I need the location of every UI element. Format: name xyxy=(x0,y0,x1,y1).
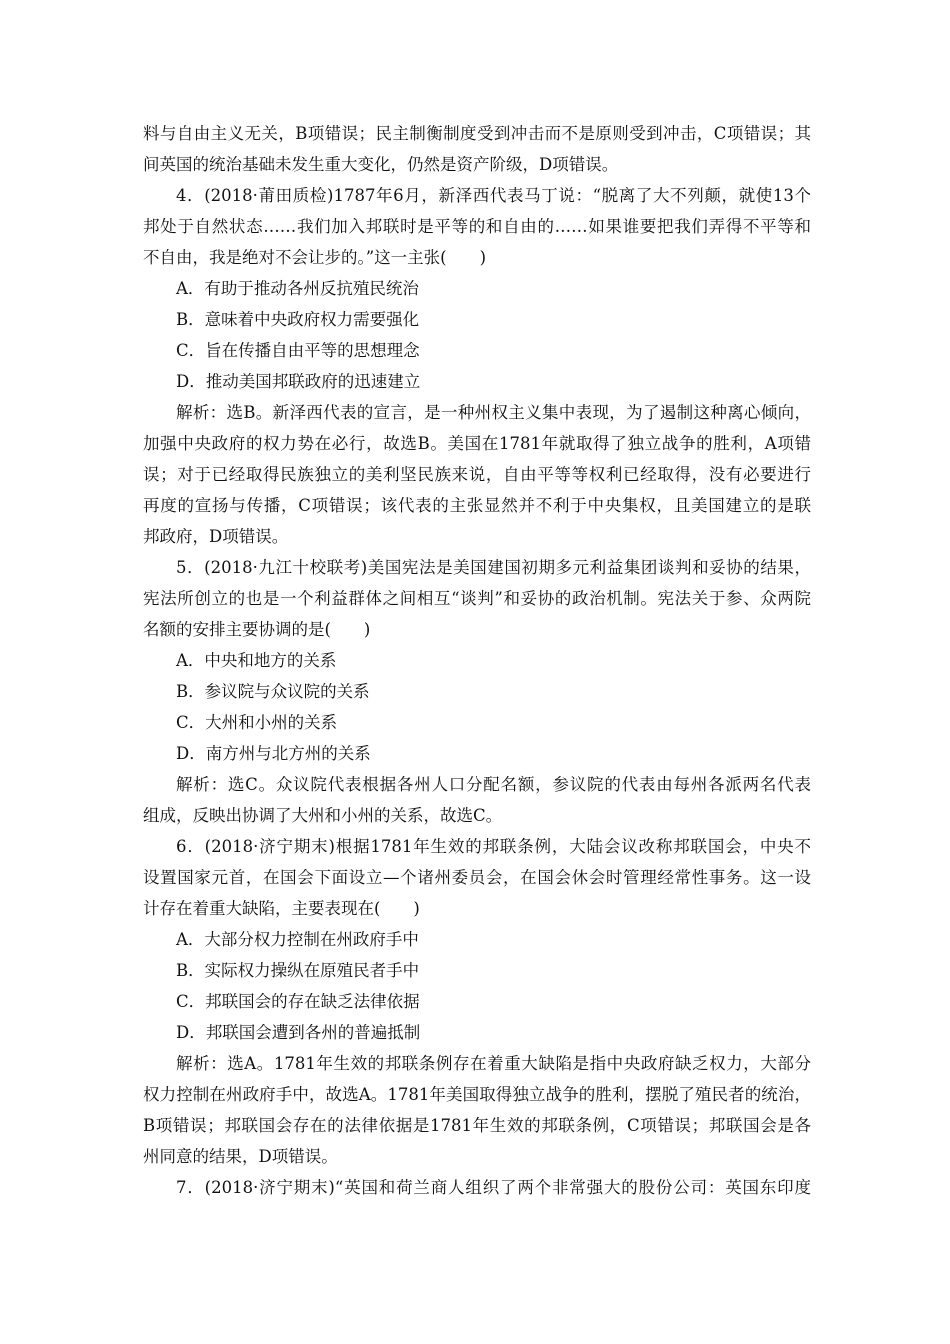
text-line: B项错误；邦联国会存在的法律依据是1781年生效的邦联条例，C项错误；邦联国会是各 xyxy=(143,1116,811,1135)
option-b: B．参议院与众议院的关系 xyxy=(176,682,370,701)
text-line: 邦政府，D项错误。 xyxy=(143,527,289,546)
question-5-stem: 5．(2018·九江十校联考)美国宪法是美国建国初期多元利益集团谈判和妥协的结果， xyxy=(176,558,811,577)
text-line: 邦处于自然状态……我们加入邦联时是平等的和自由的……如果谁要把我们弄得不平等和 xyxy=(143,217,811,236)
text-line: 权力控制在州政府手中，故选A。1781年美国取得独立战争的胜利，摆脱了殖民者的统治， xyxy=(143,1085,811,1104)
text-line: 误；对于已经取得民族独立的美利坚民族来说，自由平等等权利已经取得，没有必要进行 xyxy=(143,465,811,484)
option-b: B．实际权力操纵在原殖民者手中 xyxy=(176,961,420,980)
question-6-stem: 6．(2018·济宁期末)根据1781年生效的邦联条例，大陆会议改称邦联国会，中央不 xyxy=(176,837,811,856)
question-7-stem: 7．(2018·济宁期末)“英国和荷兰商人组织了两个非常强大的股份公司：英国东印度 xyxy=(176,1178,811,1197)
text-line: 设置国家元首，在国会下面设立—个诸州委员会，在国会休会时管理经常性事务。这一设 xyxy=(143,868,811,887)
document-body xyxy=(143,118,811,1203)
option-a: A．有助于推动各州反抗殖民统治 xyxy=(176,279,419,298)
text-line: 宪法所创立的也是一个利益群体之间相互“谈判”和妥协的政治机制。宪法关于参、众两院 xyxy=(143,589,811,608)
option-d: D．南方州与北方州的关系 xyxy=(176,744,371,763)
option-c: C．邦联国会的存在缺乏法律依据 xyxy=(176,992,420,1011)
option-a: A．中央和地方的关系 xyxy=(176,651,337,670)
option-b: B．意味着中央政府权力需要强化 xyxy=(176,310,420,329)
answer-explanation: 解析：选A。1781年生效的邦联条例存在着重大缺陷是指中央政府缺乏权力，大部分 xyxy=(176,1054,811,1073)
text-line: 再度的宣扬与传播，C项错误；该代表的主张显然并不利于中央集权，且美国建立的是联 xyxy=(143,496,811,515)
text-line: 计存在着重大缺陷，主要表现在( ) xyxy=(143,899,420,918)
text-line: 州同意的结果，D项错误。 xyxy=(143,1147,338,1166)
option-d: D．邦联国会遭到各州的普遍抵制 xyxy=(176,1023,421,1042)
option-c: C．旨在传播自由平等的思想理念 xyxy=(176,341,420,360)
text-line: 间英国的统治基础未发生重大变化，仍然是资产阶级，D项错误。 xyxy=(143,155,619,174)
option-c: C．大州和小州的关系 xyxy=(176,713,338,732)
option-d: D．推动美国邦联政府的迅速建立 xyxy=(176,372,421,391)
option-a: A．大部分权力控制在州政府手中 xyxy=(176,930,419,949)
answer-explanation: 解析：选C。众议院代表根据各州人口分配名额，参议院的代表由每州各派两名代表 xyxy=(176,775,811,794)
answer-explanation: 解析：选B。新泽西代表的宣言，是一种州权主义集中表现，为了遏制这种离心倾向， xyxy=(176,403,811,422)
text-line: 组成，反映出协调了大州和小州的关系，故选C。 xyxy=(143,806,503,825)
text-line: 加强中央政府的权力势在必行，故选B。美国在1781年就取得了独立战争的胜利，A项错 xyxy=(143,434,811,453)
text-line: 名额的安排主要协调的是( ) xyxy=(143,620,371,639)
text-line: 料与自由主义无关，B项错误；民主制衡制度受到冲击而不是原则受到冲击，C项错误；其 xyxy=(143,124,811,143)
text-line: 不自由，我是绝对不会让步的。”这一主张( ) xyxy=(143,248,487,267)
question-4-stem: 4．(2018·莆田质检)1787年6月，新泽西代表马丁说：“脱离了大不列颠，就使13个 xyxy=(176,186,811,205)
